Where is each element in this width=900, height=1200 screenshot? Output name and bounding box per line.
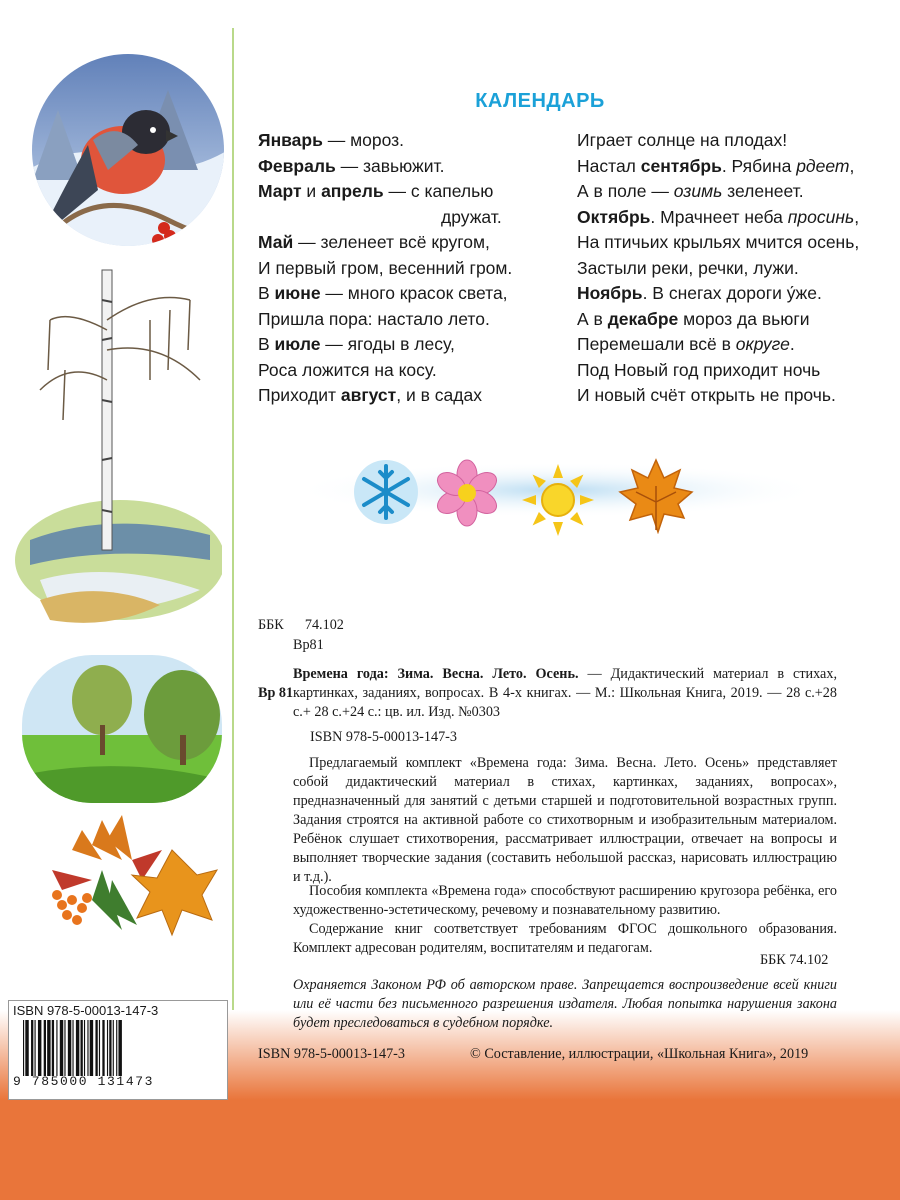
- poem-fragment: Март: [258, 181, 302, 201]
- barcode-digits: 9 785000 131473: [13, 1074, 155, 1089]
- poem-line: [577, 383, 859, 409]
- barcode-bar: [99, 1020, 100, 1076]
- poem-fragment: апрель: [321, 181, 384, 201]
- poem-line: [577, 128, 859, 154]
- poem-fragment: Пришла пора: настало лето.: [258, 308, 490, 329]
- poem-fragment: и: [301, 181, 322, 201]
- barcode-bar: [60, 1020, 63, 1076]
- poem-line: [258, 179, 512, 205]
- poem-fragment: сентябрь: [640, 155, 722, 176]
- poem-fragment: Октябрь: [577, 206, 651, 227]
- maple-leaf-icon: [618, 456, 694, 534]
- poem-line: [258, 128, 512, 154]
- poem-fragment: июне: [274, 283, 321, 303]
- poem-fragment: — ягоды в лесу,: [320, 334, 455, 354]
- poem-fragment: А в поле —: [577, 181, 674, 201]
- poem-line: [258, 332, 512, 358]
- poem-fragment: зеленеет.: [722, 181, 804, 201]
- poem-line: [577, 154, 859, 180]
- poem-fragment: — завьюжит.: [335, 155, 445, 176]
- barcode-bar: [116, 1020, 117, 1076]
- poem-fragment: И первый гром, весенний гром.: [258, 257, 513, 278]
- poem-fragment: Настал: [577, 155, 641, 176]
- annotation-paragraph-2: Пособия комплекта «Времена года» способствуют расширению кругозора ребёнка, его художественно-эстетическому, речевому и познавательному развитию.: [293, 883, 837, 918]
- bbk-right: ББК 74.102: [760, 952, 829, 968]
- poem-fragment: озимь: [673, 181, 723, 201]
- bullfinch-winter-icon: [28, 50, 228, 250]
- barcode-bar: [25, 1020, 28, 1076]
- snowflake-icon: [352, 458, 420, 526]
- summer-meadow-icon: [22, 655, 222, 803]
- poem-left-column: [258, 128, 512, 409]
- poem-line: [577, 307, 859, 333]
- isbn-line: ISBN 978-5-00013-147-3: [310, 729, 457, 745]
- poem-fragment: В: [258, 283, 275, 303]
- barcode-bar: [102, 1020, 104, 1076]
- bbk-block: [258, 616, 344, 635]
- poem-fragment: Приходит: [258, 385, 341, 405]
- poem-fragment: А в: [577, 308, 608, 329]
- poem-fragment: ,: [854, 206, 860, 227]
- poem-line: [577, 332, 859, 358]
- poem-fragment: декабре: [607, 308, 679, 329]
- poem-fragment: Под Новый год приходит ночь: [577, 359, 821, 380]
- book-details: — Дидактический материал в стихах, картинках, заданиях, вопросах. В 4-х книгах. — М.: Школьная Книга, 2019. — 28 с.+28 с.+ 28 с.+24 с.: цв. ил. Изд. №0303: [293, 666, 837, 720]
- annotation-paragraph-1: Предлагаемый комплект «Времена года: Зима. Весна. Лето. Осень» представляет собой дидактический материал в стихах, картинках, заданиях, вопросах», предназначенный для занятий с детьми старшей и подготовительной возрастных групп. Задания строятся на активной работе со стихотворным и изобразительным материалом. Ребёнок слушает стихотворения, рассматривает иллюстрации, отвечает на вопросы и выполняет творческие задания (составить небольшой рассказ, нарисовать иллюстрацию и т.д.).: [293, 755, 837, 885]
- poem-fragment: — мороз.: [322, 130, 405, 150]
- barcode-bar: [68, 1020, 71, 1076]
- isbn-bottom: ISBN 978-5-00013-147-3: [258, 1046, 405, 1062]
- poem-fragment: Перемешали всё в: [577, 334, 736, 354]
- barcode-box: [8, 1000, 228, 1100]
- barcode-isbn: ISBN 978-5-00013-147-3: [13, 1003, 159, 1018]
- book-description: [293, 665, 837, 722]
- poem-fragment: ,: [849, 155, 855, 176]
- barcode-bar: [56, 1020, 57, 1076]
- bbk-label: ББК: [258, 617, 284, 633]
- barcode-bar: [38, 1020, 41, 1076]
- poem-fragment: В: [258, 334, 275, 354]
- barcode-bar: [113, 1020, 114, 1076]
- barcode-bar: [31, 1020, 33, 1076]
- poem-line: [577, 230, 859, 256]
- poem-fragment: Застыли реки, речки, лужи.: [577, 257, 799, 278]
- barcode-bar: [47, 1020, 50, 1076]
- poem-fragment: , и в садах: [396, 385, 482, 405]
- barcode-bar: [87, 1020, 88, 1076]
- poem-fragment: Февраль: [258, 155, 336, 176]
- barcode-bar: [44, 1020, 46, 1076]
- poem-fragment: . В снегах дороги у́же.: [642, 283, 822, 303]
- barcode-bar: [64, 1020, 65, 1076]
- barcode-bar: [81, 1020, 83, 1076]
- book-title: Времена года: Зима. Весна. Лето. Осень.: [293, 666, 579, 682]
- poem-line: [258, 358, 512, 384]
- poem-fragment: . Рябина: [721, 155, 797, 176]
- poem-line: [258, 205, 512, 231]
- poem-line: [577, 205, 859, 231]
- poem-fragment: август: [340, 385, 397, 405]
- copyright-line: © Составление, иллюстрации, «Школьная Книга», 2019: [470, 1046, 809, 1062]
- bbk-code: 74.102: [304, 617, 344, 633]
- barcode-bar: [109, 1020, 111, 1076]
- barcode-bar: [95, 1020, 97, 1076]
- poem-fragment: — зеленеет всё кругом,: [293, 232, 490, 252]
- poem-fragment: рдеет: [796, 155, 850, 176]
- poem-fragment: Ноябрь: [577, 283, 643, 303]
- poem-fragment: округе: [735, 334, 790, 354]
- poem-fragment: И новый счёт открыть не прочь.: [577, 385, 836, 405]
- poem-line: [577, 256, 859, 282]
- flower-icon: [434, 458, 500, 528]
- poem-fragment: мороз да вьюги: [678, 308, 810, 329]
- barcode-bar: [76, 1020, 79, 1076]
- poem-right-column: [577, 128, 859, 409]
- poem-fragment: просинь: [787, 206, 855, 227]
- poem-fragment: — много красок света,: [320, 283, 508, 303]
- poem-fragment: На птичьих крыльях мчится осень,: [577, 232, 860, 252]
- poem-line: [258, 307, 512, 333]
- poem-fragment: Январь: [258, 130, 323, 150]
- poem-fragment: Роса ложится на косу.: [258, 359, 437, 380]
- barcode-bar: [35, 1020, 36, 1076]
- poem-line: [577, 179, 859, 205]
- rowan-autumn-icon: [22, 810, 222, 940]
- annotation-paragraph-3: Содержание книг соответствует требованиям ФГОС дошкольного образования. Комплект адресован родителям, воспитателям и педагогам.: [293, 921, 837, 956]
- poem-line: [577, 358, 859, 384]
- green-divider: [232, 28, 234, 1010]
- poem-line: [258, 383, 512, 409]
- barcode-bar: [23, 1020, 24, 1076]
- sun-icon: [520, 462, 596, 538]
- copyright-notice: Охраняется Законом РФ об авторском праве. Запрещается воспроизведение всей книги или её части без письменного разрешения издателя. Любая попытка нарушения закона будет преследоваться в судебном порядке.: [293, 977, 837, 1031]
- barcode-bar: [52, 1020, 54, 1076]
- poem-line: [258, 154, 512, 180]
- poem-fragment: дружат.: [441, 206, 502, 227]
- barcode-bar: [90, 1020, 93, 1076]
- poem-fragment: Май: [258, 232, 294, 252]
- poem-fragment: .: [789, 334, 795, 354]
- side-code: Вр 81: [258, 685, 294, 701]
- poem-line: [258, 256, 512, 282]
- poem-fragment: Играет солнце на плодах!: [577, 130, 788, 150]
- poem-fragment: . Мрачнеет неба: [650, 206, 788, 227]
- barcode-bar: [72, 1020, 73, 1076]
- poem-line: [258, 230, 512, 256]
- poem-line: [577, 281, 859, 307]
- barcode-bar: [84, 1020, 85, 1076]
- bbk-sub: Вр81: [293, 637, 324, 653]
- barcode-bar: [118, 1020, 121, 1076]
- birch-spring-icon: [10, 260, 222, 630]
- barcode-bars: [17, 1020, 217, 1076]
- poem-line: [258, 281, 512, 307]
- poem-fragment: — с капелью: [383, 181, 494, 201]
- barcode-bar: [107, 1020, 108, 1076]
- poem-fragment: июле: [274, 334, 321, 354]
- poem-title: КАЛЕНДАРЬ: [475, 90, 605, 112]
